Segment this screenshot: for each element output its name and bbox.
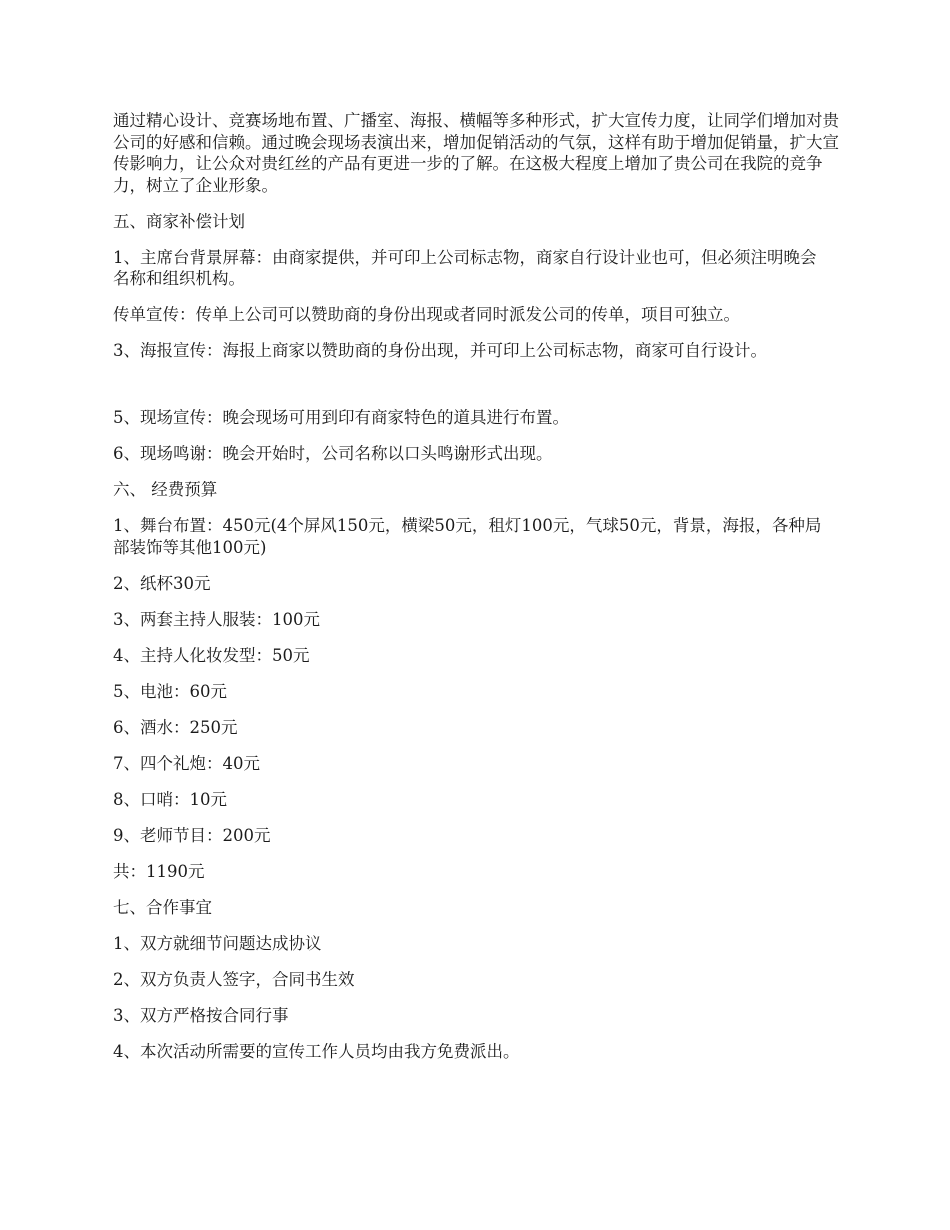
document-page [113, 110, 843, 1077]
budget-item-7: 7、四个礼炮：40元 [113, 753, 260, 773]
budget-item-8: 8、口哨：10元 [113, 789, 227, 809]
budget-item-9: 9、老师节目：200元 [113, 825, 271, 845]
section-heading-merchant-compensation: 五、商家补偿计划 [113, 211, 245, 231]
cooperation-item-2: 2、双方负责人签字，合同书生效 [113, 969, 355, 989]
compensation-item-1: 1、主席台背景屏幕：由商家提供，并可印上公司标志物，商家自行设计业也可，但必须注明晚会名称和组织机构。 [113, 247, 817, 288]
section-heading-budget: 六、 经费预算 [113, 480, 218, 499]
compensation-item-6: 6、现场鸣谢：晚会开始时，公司名称以口头鸣谢形式出现。 [113, 444, 553, 463]
intro-paragraph: 通过精心设计、竞赛场地布置、广播室、海报、横幅等多种形式，扩大宣传力度，让同学们增加对贵公司的好感和信赖。通过晚会现场表演出来，增加促销活动的气氛，这样有助于增加促销量，扩大宣传影响力，让公众对贵红丝的产品有更进一步的了解。在这极大程度上增加了贵公司在我院的竞争力，树立了企业形象。 [113, 111, 839, 195]
budget-item-1: 1、舞台布置：450元(4个屏风150元，横梁50元，租灯100元，气球50元，背景，海报，各种局部装饰等其他100元) [113, 516, 822, 557]
budget-total: 共：1190元 [113, 861, 205, 881]
cooperation-item-1: 1、双方就细节问题达成协议 [113, 933, 322, 953]
compensation-item-3: 3、海报宣传：海报上商家以赞助商的身份出现，并可印上公司标志物，商家可自行设计。 [113, 341, 767, 360]
budget-item-5: 5、电池：60元 [113, 681, 227, 701]
cooperation-item-3: 3、双方严格按合同行事 [113, 1005, 289, 1025]
compensation-item-5: 5、现场宣传：晚会现场可用到印有商家特色的道具进行布置。 [113, 408, 569, 427]
budget-item-3: 3、两套主持人服装：100元 [113, 609, 320, 629]
budget-item-6: 6、酒水：250元 [113, 717, 238, 737]
blank-gap [113, 376, 843, 407]
budget-item-2: 2、纸杯30元 [113, 573, 211, 593]
compensation-item-flyer: 传单宣传：传单上公司可以赞助商的身份出现或者同时派发公司的传单，项目可独立。 [113, 305, 740, 324]
section-heading-cooperation: 七、合作事宜 [113, 897, 212, 917]
cooperation-item-4: 4、本次活动所需要的宣传工作人员均由我方免费派出。 [113, 1041, 520, 1061]
budget-item-4: 4、主持人化妆发型：50元 [113, 645, 310, 665]
